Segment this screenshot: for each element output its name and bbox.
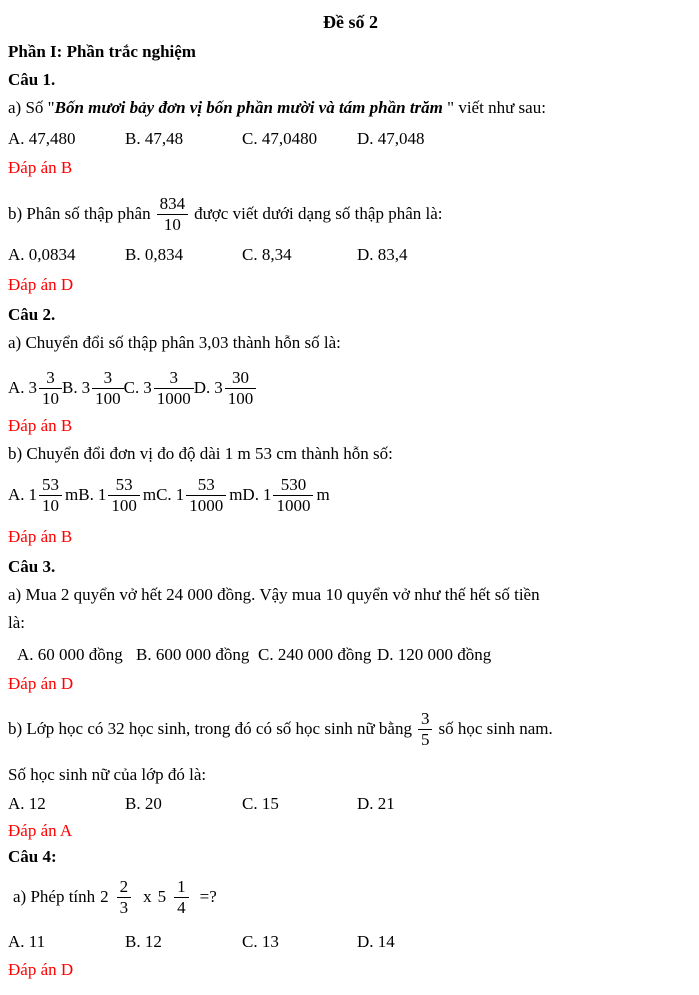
q4a-option-a: A. 11 xyxy=(8,932,46,952)
fraction-denominator: 1000 xyxy=(189,495,224,515)
q3a-option-d: D. 120 000 đồng xyxy=(377,645,492,665)
q2a-option-a xyxy=(8,368,62,408)
whole-number: 1 xyxy=(175,485,185,505)
q1b-prompt-pre: b) Phân số thập phân xyxy=(8,204,151,224)
q3a-option-c: C. 240 000 đồng xyxy=(258,645,372,665)
fraction-numerator: 53 xyxy=(186,475,226,496)
whole-number: 3 xyxy=(214,378,223,398)
q1b-option-c: C. 8,34 xyxy=(242,245,292,265)
q1a-prompt-pre: a) Số " xyxy=(8,98,55,117)
fraction-numerator: 53 xyxy=(108,475,140,496)
q3b-fraction-numerator: 3 xyxy=(418,709,433,730)
q1b-prompt xyxy=(8,187,693,241)
fraction-denominator: 100 xyxy=(227,388,254,408)
q2a-option-b xyxy=(62,368,124,408)
whole-number: 3 xyxy=(28,378,38,398)
option-letter: D. xyxy=(242,485,259,505)
q1a-answer: Đáp án B xyxy=(8,158,73,178)
mixed-number xyxy=(263,475,314,515)
q3a-options-row xyxy=(8,644,693,665)
q4a-prompt-post: =? xyxy=(199,887,217,907)
section-heading: Phần I: Phần trắc nghiệm xyxy=(8,42,196,61)
question-1-label: Câu 1. xyxy=(8,70,56,89)
q2a-prompt: a) Chuyển đổi số thập phân 3,03 thành hỗn số là: xyxy=(8,333,341,353)
fraction xyxy=(273,475,313,515)
fraction-numerator: 3 xyxy=(92,368,124,389)
q3a-answer: Đáp án D xyxy=(8,674,74,694)
fraction-numerator: 3 xyxy=(154,368,194,389)
fraction-numerator: 3 xyxy=(39,368,62,389)
q3b-fraction xyxy=(418,709,433,749)
fraction-denominator: 1000 xyxy=(156,388,191,408)
fraction xyxy=(154,368,194,408)
q3b-prompt-post: số học sinh nam. xyxy=(438,719,553,739)
fraction-denominator: 3 xyxy=(119,897,129,917)
fraction-numerator: 30 xyxy=(225,368,257,389)
option-letter: D. xyxy=(193,378,211,398)
mixed-number xyxy=(176,475,227,515)
fraction-numerator: 2 xyxy=(117,877,132,898)
q3b-options-row xyxy=(8,793,693,814)
option-letter: B. xyxy=(62,378,78,398)
option-letter: A. xyxy=(8,378,25,398)
fraction xyxy=(174,877,189,917)
q3b-answer: Đáp án A xyxy=(8,821,73,841)
unit-label: m xyxy=(316,485,330,505)
q3a-option-b: B. 600 000 đồng xyxy=(136,645,250,665)
q2b-prompt: b) Chuyển đổi đơn vị đo độ dài 1 m 53 cm thành hỗn số: xyxy=(8,444,393,464)
q4a-answer: Đáp án D xyxy=(8,960,74,980)
q1b-fraction xyxy=(157,194,189,234)
fraction-numerator: 1 xyxy=(174,877,189,898)
fraction-denominator: 4 xyxy=(177,897,186,917)
q3b-option-a: A. 12 xyxy=(8,794,46,814)
q1b-prompt-post: được viết dưới dạng số thập phân là: xyxy=(194,204,443,224)
q4a-mixed-number-2 xyxy=(158,877,195,917)
unit-label: m xyxy=(142,485,157,505)
q3b-option-c: C. 15 xyxy=(242,794,279,814)
fraction-denominator: 100 xyxy=(111,495,137,515)
question-3-label: Câu 3. xyxy=(8,557,56,577)
q1a-prompt xyxy=(8,98,693,118)
option-letter: B. xyxy=(78,485,94,505)
q1b-fraction-denominator: 10 xyxy=(163,214,181,234)
option-letter: C. xyxy=(156,485,172,505)
option-letter: C. xyxy=(123,378,140,398)
q4a-option-c: C. 13 xyxy=(242,932,279,952)
q1b-option-b: B. 0,834 xyxy=(125,245,184,265)
q2a-options-row xyxy=(8,362,693,414)
fraction xyxy=(39,475,62,515)
q3b-option-b: B. 20 xyxy=(125,794,162,814)
fraction xyxy=(39,368,62,408)
whole-number: 1 xyxy=(262,485,272,505)
q1a-prompt-quote: Bốn mươi bảy đơn vị bốn phần mười và tám phần trăm xyxy=(54,98,443,117)
question-4-label: Câu 4: xyxy=(8,847,57,867)
fraction-denominator: 100 xyxy=(95,388,121,408)
fraction xyxy=(186,475,226,515)
q3b-option-d: D. 21 xyxy=(357,794,395,814)
whole-number: 2 xyxy=(100,887,109,907)
q3a-option-a: A. 60 000 đồng xyxy=(17,645,123,665)
whole-number: 5 xyxy=(157,887,167,907)
q2b-answer: Đáp án B xyxy=(8,527,73,547)
q1b-answer: Đáp án D xyxy=(8,275,74,295)
mixed-number xyxy=(82,368,124,408)
mixed-number xyxy=(143,368,194,408)
q2b-options-row xyxy=(8,469,693,521)
q3b-prompt-line2: Số học sinh nữ của lớp đó là: xyxy=(8,765,207,785)
fraction xyxy=(225,368,257,408)
q3a-prompt-line1: a) Mua 2 quyển vở hết 24 000 đồng. Vậy mua 10 quyển vở như thế hết số tiền xyxy=(8,585,540,605)
q4a-multiply-sign: x xyxy=(143,887,152,907)
q2a-option-d xyxy=(194,368,257,408)
whole-number: 1 xyxy=(97,485,107,505)
mixed-number xyxy=(29,368,63,408)
option-letter: A. xyxy=(8,485,25,505)
q1b-options-row xyxy=(8,244,693,265)
q1a-option-b: B. 47,48 xyxy=(125,129,184,149)
q3a-prompt-line2: là: xyxy=(8,613,25,633)
q4a-prompt xyxy=(8,870,693,924)
mixed-number xyxy=(98,475,140,515)
q4a-option-d: D. 14 xyxy=(357,932,395,952)
whole-number: 3 xyxy=(81,378,91,398)
q1a-option-c: C. 47,0480 xyxy=(242,129,318,149)
q1b-fraction-numerator: 834 xyxy=(157,194,189,215)
fraction xyxy=(117,877,132,917)
whole-number: 1 xyxy=(28,485,38,505)
q4a-options-row xyxy=(8,931,693,952)
q1a-option-d: D. 47,048 xyxy=(357,129,425,149)
q3b-prompt-pre: b) Lớp học có 32 học sinh, trong đó có số học sinh nữ bằng xyxy=(8,719,412,739)
q2b-option-a xyxy=(8,475,78,515)
fraction-numerator: 53 xyxy=(39,475,62,496)
fraction-denominator: 10 xyxy=(42,388,60,408)
exam-title: Đề số 2 xyxy=(323,12,378,32)
q1a-option-a: A. 47,480 xyxy=(8,129,76,149)
q4a-prompt-pre: a) Phép tính xyxy=(13,887,96,907)
q2b-option-c xyxy=(156,475,242,515)
fraction-denominator: 1000 xyxy=(276,495,311,515)
q1a-options-row xyxy=(8,128,693,149)
mixed-number xyxy=(29,475,63,515)
fraction xyxy=(108,475,140,515)
q4a-mixed-number-1 xyxy=(100,877,137,917)
q1b-option-a: A. 0,0834 xyxy=(8,245,76,265)
q2a-answer: Đáp án B xyxy=(8,416,73,436)
q2b-option-b xyxy=(78,475,156,515)
q3b-prompt xyxy=(8,702,693,756)
fraction-numerator: 530 xyxy=(273,475,313,496)
unit-label: m xyxy=(65,485,79,505)
question-2-label: Câu 2. xyxy=(8,305,56,325)
q2b-option-d xyxy=(242,475,329,515)
mixed-number xyxy=(214,368,256,408)
unit-label: m xyxy=(229,485,243,505)
fraction-denominator: 10 xyxy=(42,495,60,515)
whole-number: 3 xyxy=(143,378,152,398)
fraction xyxy=(92,368,124,408)
q2a-option-c xyxy=(124,368,194,408)
q4a-option-b: B. 12 xyxy=(125,932,162,952)
q1b-option-d: D. 83,4 xyxy=(357,245,408,265)
q3b-fraction-denominator: 5 xyxy=(420,729,430,749)
q1a-prompt-post: " viết như sau: xyxy=(442,98,546,117)
